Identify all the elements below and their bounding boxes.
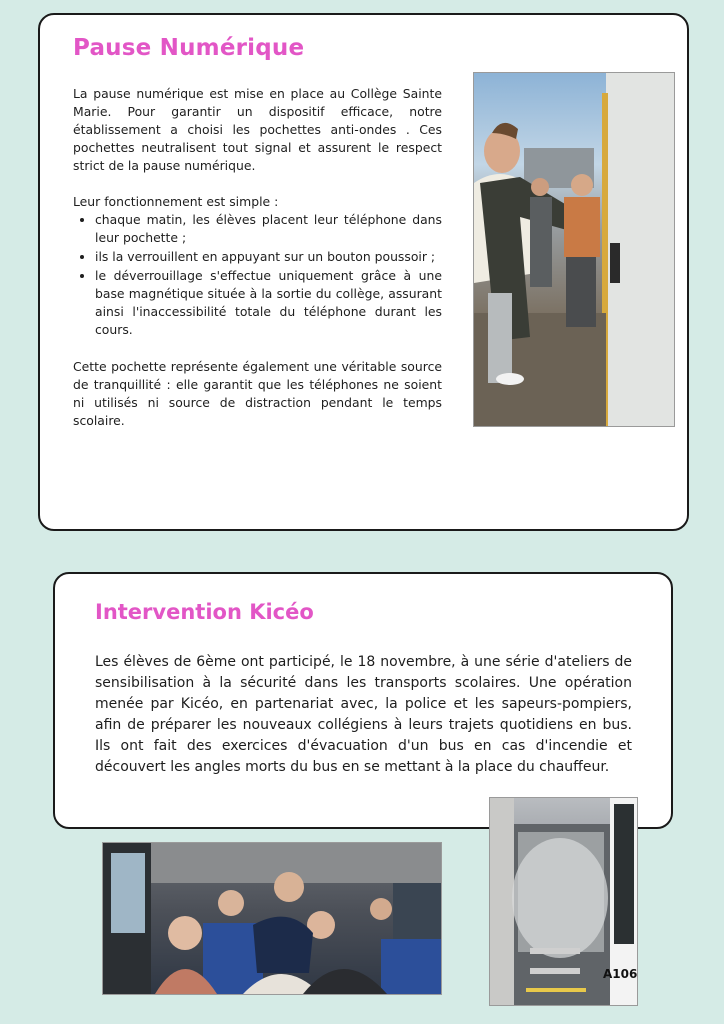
list-heading: Leur fonctionnement est simple : <box>73 194 279 209</box>
pause-numerique-text <box>73 85 442 430</box>
intervention-kiceo-card <box>53 572 673 829</box>
list-item: • le déverrouillage s'effectue uniquement grâce à une base magnétique située à la sortie du collège, assurant ainsi l'inaccessibilité totale du téléphone durant les cours. <box>95 267 442 339</box>
students-in-bus-photo <box>102 842 442 995</box>
kiceo-paragraph: Les élèves de 6ème ont participé, le 18 novembre, à une série d'ateliers de sensibilisation à la sécurité dans les transports scolaires. Une opération menée par Kicéo, en partenariat avec, la police et les sapeurs-pompiers, afin de préparer les nouveaux collégiens à leurs trajets quotidiens en bus. Ils ont fait des exercices d'évacuation d'un bus en cas d'incendie et découvert les angles morts du bus en se mettant à la place du chauffeur. <box>95 654 632 775</box>
functioning-list <box>73 211 442 339</box>
section-title-pause-numerique: Pause Numérique <box>73 35 305 61</box>
bus-number-label: A106 <box>603 967 637 981</box>
list-item: • ils la verrouillent en appuyant sur un bouton poussoir ; <box>95 248 442 266</box>
students-phone-pouch-photo <box>473 72 675 427</box>
intro-paragraph: La pause numérique est mise en place au Collège Sainte Marie. Pour garantir un dispositif efficace, notre établissement a choisi les pochettes anti-ondes . Ces pochettes neutralisent tout signal et assurent le respect strict de la pause numérique. <box>73 86 442 173</box>
section-title-intervention-kiceo: Intervention Kicéo <box>95 600 314 624</box>
bus-evacuation-smoke-photo <box>489 797 638 1006</box>
conclusion-paragraph: Cette pochette représente également une véritable source de tranquillité : elle garantit que les téléphones ne soient ni utilisés ni source de distraction pendant le temps scolaire. <box>73 359 442 428</box>
list-item: • chaque matin, les élèves placent leur téléphone dans leur pochette ; <box>95 211 442 247</box>
